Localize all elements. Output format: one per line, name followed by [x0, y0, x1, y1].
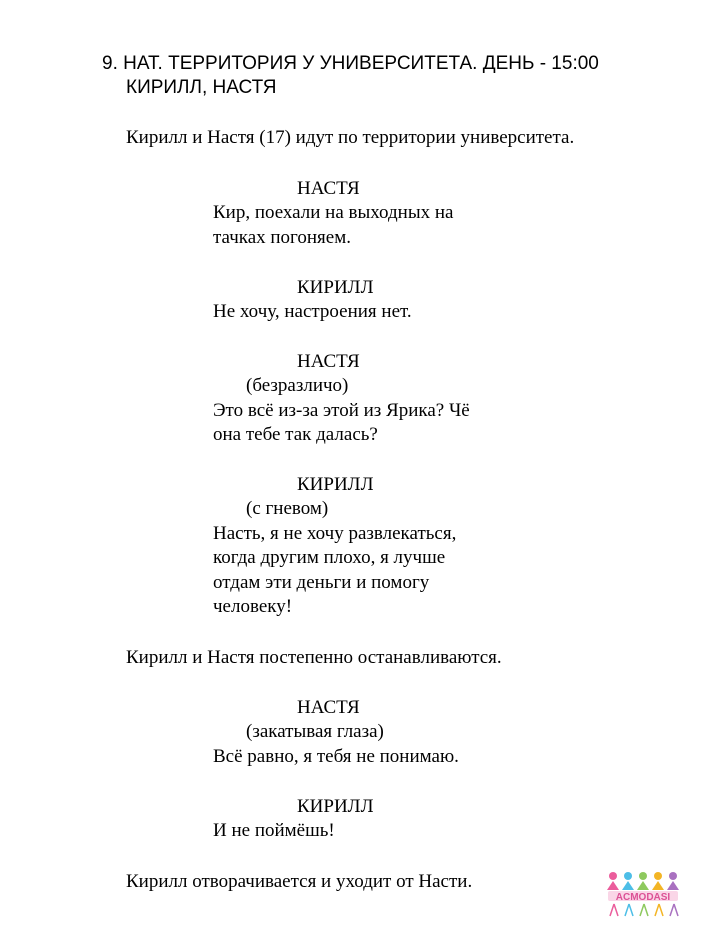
dialogue-line: когда другим плохо, я лучше — [213, 547, 446, 568]
scene-heading: 9. НАТ. ТЕРРИТОРИЯ У УНИВЕРСИТЕТА. ДЕНЬ - 15:00 — [102, 53, 599, 74]
dialogue-line: Не хочу, настроения нет. — [213, 301, 412, 322]
character-cue: КИРИЛЛ — [297, 277, 374, 298]
dialogue-line: И не поймёшь! — [213, 820, 335, 841]
dialogue-line: Это всё из-за этой из Ярика? Чё — [213, 400, 470, 421]
character-cue: НАСТЯ — [297, 697, 360, 718]
svg-text:ACMODASI: ACMODASI — [615, 892, 671, 903]
character-cue: КИРИЛЛ — [297, 796, 374, 817]
dialogue-line: человеку! — [213, 596, 293, 617]
dialogue-line: отдам эти деньги и помогу — [213, 572, 430, 593]
action-line: Кирилл отворачивается и уходит от Насти. — [126, 871, 473, 892]
action-line: Кирилл и Настя (17) идут по территории университета. — [126, 127, 575, 148]
character-cue: НАСТЯ — [297, 178, 360, 199]
action-line: Кирилл и Настя постепенно останавливаются. — [126, 647, 502, 668]
dialogue-line: Кир, поехали на выходных на — [213, 202, 454, 223]
parenthetical: (с гневом) — [246, 498, 329, 519]
acmodasi-watermark-logo — [604, 870, 682, 918]
character-cue: НАСТЯ — [297, 351, 360, 372]
dialogue-line: Всё равно, я тебя не понимаю. — [213, 746, 459, 767]
character-cue: КИРИЛЛ — [297, 474, 374, 495]
dialogue-line: тачках погоняем. — [213, 227, 351, 248]
parenthetical: (закатывая глаза) — [246, 721, 384, 742]
scene-characters: КИРИЛЛ, НАСТЯ — [126, 77, 277, 98]
parenthetical: (безразличо) — [246, 375, 349, 396]
dialogue-line: Насть, я не хочу развлекаться, — [213, 523, 457, 544]
dialogue-line: она тебе так далась? — [213, 424, 378, 445]
